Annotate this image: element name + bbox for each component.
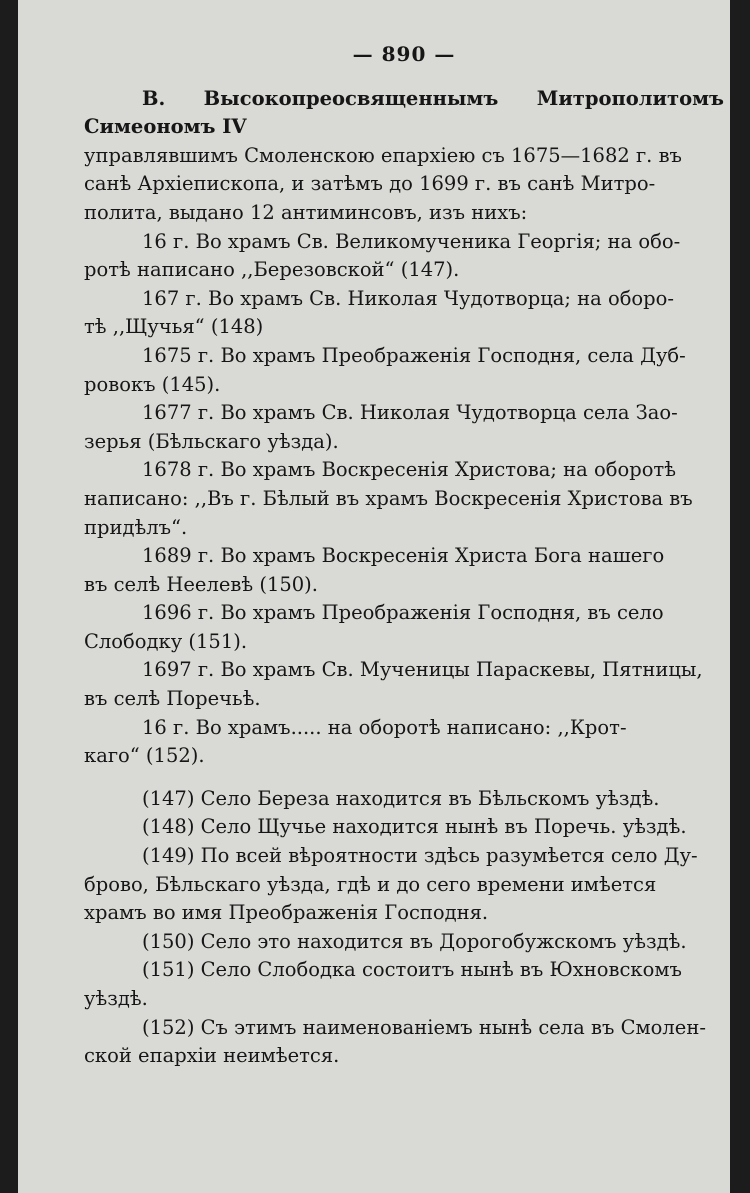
entry-line: Слободку (151). — [84, 629, 248, 653]
antimins-entry — [84, 228, 724, 285]
entry-line: 16 г. Во храмъ..... на оборотѣ написано: ,,Крот- — [142, 715, 627, 739]
entry-line: въ селѣ Поречьѣ. — [84, 687, 261, 711]
footnote-line: (149) По всей вѣроятности здѣсь разумѣется село Ду- — [142, 844, 698, 868]
footnote-line: брово, Бѣльскаго уѣзда, гдѣ и до сего времени имѣется — [84, 872, 657, 896]
antimins-entry — [84, 656, 724, 713]
antimins-entry — [84, 285, 724, 342]
entry-line: въ селѣ Неелевѣ (150). — [84, 572, 318, 596]
entry-line: 16 г. Во храмъ Св. Великомученика Георгія; на обо- — [142, 229, 681, 253]
intro-line: B. Высокопреосвященнымъ Митрополитомъ Симеономъ IV — [84, 86, 724, 139]
footnote-line: (150) Село это находится въ Дорогобужскомъ уѣздѣ. — [142, 929, 687, 953]
footnote-line: (148) Село Щучье находится нынѣ въ Поречь. уѣздѣ. — [142, 815, 687, 839]
intro-line: санѣ Архіепископа, и затѣмъ до 1699 г. въ санѣ Митро- — [84, 172, 656, 196]
antimins-entry — [84, 399, 724, 456]
entry-line: ровокъ (145). — [84, 372, 221, 396]
entry-line: 167 г. Во храмъ Св. Николая Чудотворца; на оборо- — [142, 286, 674, 310]
antimins-entry — [84, 342, 724, 399]
page-number: — 890 — — [352, 42, 456, 66]
entry-line: 1689 г. Во храмъ Воскресенія Христа Бога нашего — [142, 544, 665, 568]
footnotes — [84, 785, 724, 1071]
entry-line: 1678 г. Во храмъ Воскресенія Христова; на оборотѣ — [142, 458, 676, 482]
footnote — [84, 1014, 724, 1071]
entry-line: ротѣ написано ,,Березовской“ (147). — [84, 258, 460, 282]
footnote-line: (147) Село Береза находится въ Бѣльскомъ уѣздѣ. — [142, 786, 660, 810]
footnote — [84, 813, 724, 842]
entry-line: 1675 г. Во храмъ Преображенія Господня, села Дуб- — [142, 343, 686, 367]
section-gap — [84, 771, 724, 785]
footnote-line: уѣздѣ. — [84, 987, 148, 1010]
entry-line: придѣлъ“. — [84, 515, 188, 539]
page-text — [84, 40, 724, 1071]
antimins-entry — [84, 599, 724, 656]
footnote-line: (152) Съ этимъ наименованіемъ нынѣ села въ Смолен- — [142, 1015, 706, 1039]
entry-line: тѣ ,,Щучья“ (148) — [84, 315, 264, 339]
book-page — [18, 0, 730, 1193]
intro-line: полита, выдано 12 антиминсовъ, изъ нихъ: — [84, 200, 528, 224]
entry-line: зерья (Бѣльскаго уѣзда). — [84, 429, 339, 453]
footnote-line: ской епархіи неимѣется. — [84, 1044, 340, 1068]
entry-line: 1677 г. Во храмъ Св. Николая Чудотворца села Зао- — [142, 401, 678, 425]
entry-line: 1696 г. Во храмъ Преображенія Господня, въ село — [142, 601, 664, 625]
intro-paragraph — [84, 85, 724, 228]
antimins-entry — [84, 542, 724, 599]
entry-line: каго“ (152). — [84, 744, 205, 768]
footnote — [84, 956, 724, 1013]
footnote-line: храмъ во имя Преображенія Господня. — [84, 901, 489, 925]
footnote-line: (151) Село Слободка состоитъ нынѣ въ Юхновскомъ — [142, 958, 682, 982]
entry-line: 1697 г. Во храмъ Св. Мученицы Параскевы, Пятницы, — [142, 658, 703, 682]
intro-line: управлявшимъ Смоленскою епархіею съ 1675—1682 г. въ — [84, 143, 682, 167]
footnote — [84, 928, 724, 957]
antimins-entry — [84, 714, 724, 771]
antimins-entry — [84, 456, 724, 542]
entry-line: написано: ,,Въ г. Бѣлый въ храмъ Воскресенія Христова въ — [84, 486, 693, 510]
footnote — [84, 842, 724, 928]
footnote — [84, 785, 724, 814]
